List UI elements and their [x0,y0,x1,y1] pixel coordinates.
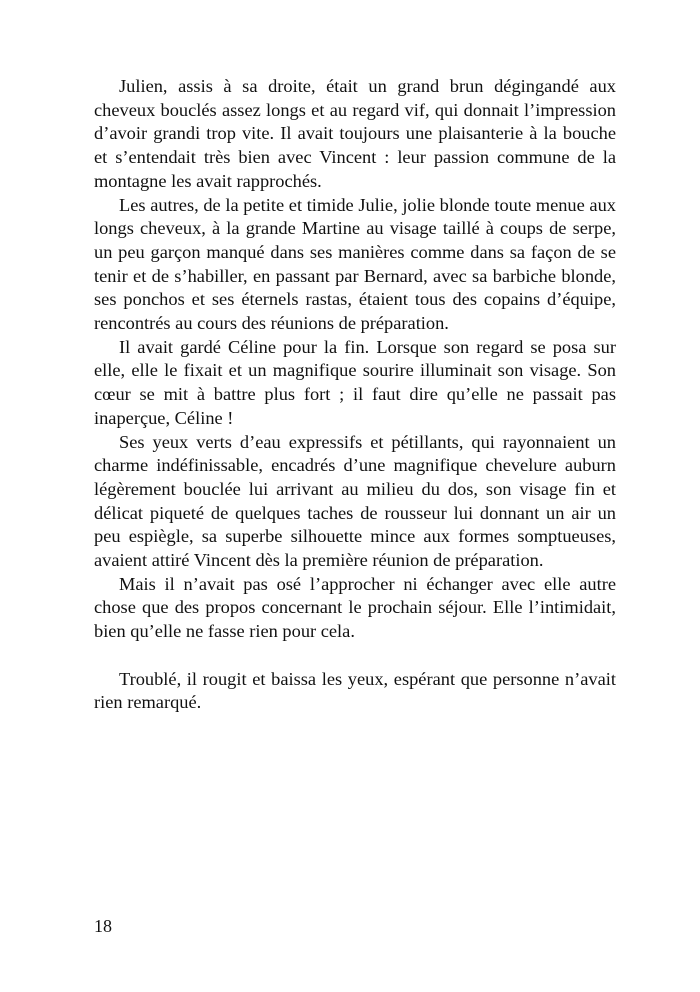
paragraph-celine: Il avait gardé Céline pour la fin. Lorsque son regard se posa sur elle, elle le fixait et un magnifique sourire illuminait son visage. Son cœur se mit à battre plus fort ; il faut dire qu’elle ne passait pas inaperçue, Céline ! [94,336,616,428]
paragraph-trouble: Troublé, il rougit et baissa les yeux, espérant que personne n’avait rien remarqué. [94,668,616,713]
paragraph-les-autres: Les autres, de la petite et timide Julie, jolie blonde toute menue aux longs cheveux, à la grande Martine au visage taillé à coups de serpe, un peu garçon manqué dans ses manières comme dans sa façon de se tenir et de s’habiller, en passant par Bernard, avec sa barbiche blonde, ses ponchos et ses éternels rastas, étaient tous des copains d’équipe, rencontrés au cours des réunions de préparation. [94,194,616,334]
body-text [94,75,616,715]
paragraph-julien: Julien, assis à sa droite, était un grand brun dégingandé aux cheveux bouclés assez longs et au regard vif, qui donnait l’impression d’avoir grandi trop vite. Il avait toujours une plaisanterie à la bouche et s’entendait très bien avec Vincent : leur passion commune de la montagne les avait rapprochés. [94,76,616,191]
page-number: 18 [94,916,112,936]
paragraph-ses-yeux: Ses yeux verts d’eau expressifs et pétillants, qui rayonnaient un charme indéfinissable, encadrés d’une magnifique chevelure auburn légèrement bouclée lui arrivant au milieu du dos, son visage fin et délicat piqueté de quelques taches de rousseur lui donnant un air un peu espiègle, sa superbe silhouette mince aux formes somptueuses, avaient attiré Vincent dès la première réunion de préparation. [94,431,616,571]
paragraph-mais-il: Mais il n’avait pas osé l’approcher ni échanger avec elle autre chose que des propos concernant le prochain séjour. Elle l’intimidait, bien qu’elle ne fasse rien pour cela. [94,573,616,642]
